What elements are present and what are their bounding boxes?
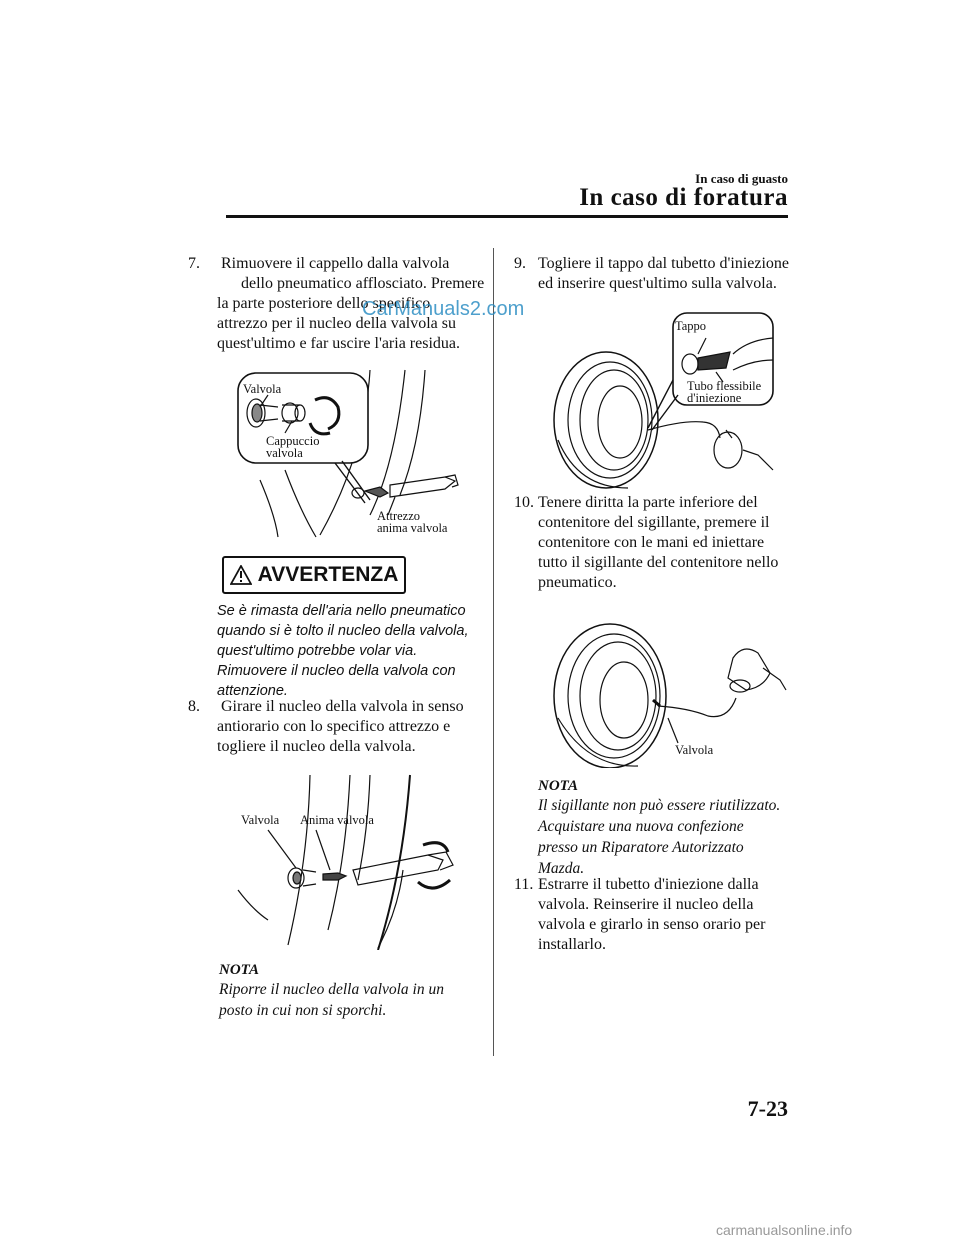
note-title: NOTA — [219, 962, 260, 978]
column-divider — [493, 248, 494, 1056]
note-line: posto in cui non si sporchi. — [219, 1002, 387, 1019]
warning-triangle-icon — [230, 565, 252, 585]
step-line: Estrarre il tubetto d'iniezione dalla — [538, 876, 759, 893]
warning-title: AVVERTENZA — [257, 563, 399, 586]
warning-line: Rimuovere il nucleo della valvola con — [217, 663, 456, 679]
note-right — [538, 778, 798, 879]
label-anima-valvola: Anima valvola — [300, 813, 374, 827]
step-number: 8. — [188, 698, 200, 715]
step-number: 11. — [514, 876, 534, 893]
step-line: dello pneumatico afflosciato. Premere — [241, 275, 485, 292]
label-tubo: Tubo flessibile — [687, 379, 762, 393]
note-left — [219, 962, 489, 1021]
note-line: Riporre il nucleo della valvola in un — [219, 981, 444, 998]
step-number: 9. — [514, 255, 526, 272]
step-number: 7. — [188, 255, 200, 272]
label-attrezzo: Attrezzo — [377, 509, 421, 523]
step-line: togliere il nucleo della valvola. — [217, 738, 416, 755]
label-attrezzo-2: anima valvola — [377, 521, 448, 535]
step-line: pneumatico. — [538, 574, 617, 591]
step-10 — [514, 493, 804, 593]
step-line: contenitore con le mani ed iniettare — [538, 534, 765, 551]
label-tubo-2: d'iniezione — [687, 391, 742, 405]
page-number: 7-23 — [747, 1096, 788, 1121]
label-valvola: Valvola — [243, 382, 282, 396]
step-11 — [514, 875, 804, 955]
header-rule — [226, 215, 788, 218]
note-line: presso un Riparatore Autorizzato — [538, 839, 744, 856]
sealant-injection-illustration — [548, 608, 788, 768]
step-line: Togliere il tappo dal tubetto d'iniezione — [538, 255, 790, 272]
step-line: la parte posteriore dello specifico — [217, 295, 431, 312]
step-line: valvola e girarlo in senso orario per — [538, 916, 766, 933]
injection-hose-illustration — [548, 310, 788, 490]
figure-sealant-injection — [548, 608, 788, 768]
note-line: Acquistare una nuova confezione — [538, 818, 744, 835]
step-line: Girare il nucleo della valvola in senso — [221, 698, 464, 715]
step-line: quest'ultimo e far uscire l'aria residua. — [217, 335, 461, 352]
label-tappo: Tappo — [675, 319, 707, 333]
figure-valve-core — [228, 770, 478, 950]
warning-line: quest'ultimo potrebbe volar via. — [217, 643, 418, 659]
step-line: antiorario con lo specifico attrezzo e — [217, 718, 451, 735]
warning-line: Se è rimasta dell'aria nello pneumatico — [217, 603, 466, 619]
step-line: installarlo. — [538, 936, 606, 953]
figure-valve-cap — [230, 365, 480, 540]
note-title: NOTA — [538, 778, 579, 794]
note-line: Il sigillante non può essere riutilizzato. — [538, 797, 781, 814]
label-valvola: Valvola — [241, 813, 280, 827]
label-cappuccio-2: valvola — [266, 446, 303, 460]
step-line: Rimuovere il cappello dalla valvola — [221, 255, 450, 272]
figure-injection-hose — [548, 310, 788, 490]
step-line: contenitore del sigillante, premere il — [538, 514, 770, 531]
warning-box — [222, 556, 406, 594]
step-9 — [514, 254, 804, 294]
step-line: attrezzo per il nucleo della valvola su — [217, 315, 457, 332]
step-line: tutto il sigillante del contenitore nello — [538, 554, 779, 571]
step-number: 10. — [514, 494, 534, 511]
warning-line: attenzione. — [217, 683, 288, 699]
step-8 — [188, 697, 488, 757]
watermark-top[interactable]: CarManuals2.com — [362, 298, 525, 320]
label-cappuccio: Cappuccio — [266, 434, 320, 448]
step-line: ed inserire quest'ultimo sulla valvola. — [538, 275, 777, 292]
warning-line: quando si è tolto il nucleo della valvola, — [217, 623, 469, 639]
watermark-bottom[interactable]: carmanualsonline.info — [716, 1222, 853, 1238]
note-line: Mazda. — [538, 860, 585, 877]
section-title: In caso di guasto — [695, 171, 788, 186]
warning-text — [217, 601, 479, 701]
page-title: In caso di foratura — [579, 184, 788, 211]
step-line: Tenere diritta la parte inferiore del — [538, 494, 758, 511]
step-line: valvola. Reinserire il nucleo della — [538, 896, 754, 913]
label-valvola: Valvola — [675, 743, 714, 757]
valve-core-illustration — [228, 770, 478, 950]
